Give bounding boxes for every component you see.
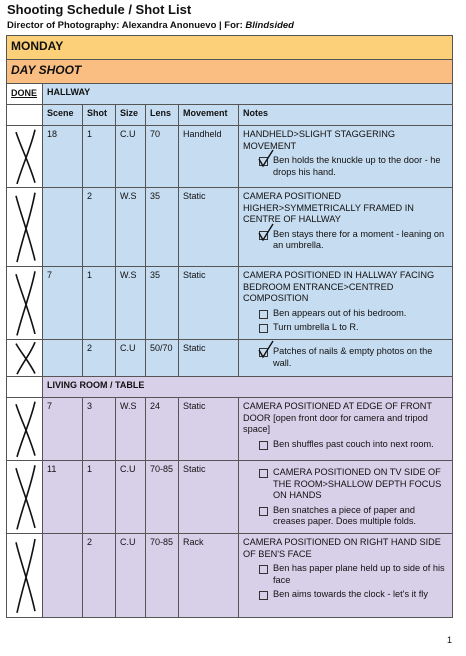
notes-cell (239, 398, 453, 461)
done-cell (7, 534, 43, 618)
lens-cell: 50/70 (146, 340, 179, 377)
movement-cell: Static (179, 340, 239, 377)
lens-cell: 35 (146, 188, 179, 267)
shot-note-item (243, 439, 448, 451)
shot-cell: 2 (83, 340, 116, 377)
shot-note-text: Ben has paper plane held up to side of his face (273, 563, 445, 585)
header-movement: Movement (179, 105, 239, 126)
shot-row (7, 188, 453, 267)
scene-cell: 7 (43, 398, 83, 461)
header-shot: Shot (83, 105, 116, 126)
header-blank (7, 105, 43, 126)
shot-note-text: Ben snatches a piece of paper and creases paper. Does multiple folds. (273, 504, 416, 526)
notes-cell (239, 461, 453, 534)
document-title: Shooting Schedule / Shot List (7, 2, 192, 17)
size-cell: C.U (116, 126, 146, 188)
shot-note-text: Ben stays there for a moment - leaning on an umbrella. (273, 228, 445, 250)
checked-checkbox[interactable] (259, 348, 268, 357)
checkbox[interactable] (259, 310, 268, 319)
section-row-hallway (7, 84, 453, 105)
section-label-living-room: LIVING ROOM / TABLE (43, 377, 453, 398)
header-notes: Notes (239, 105, 453, 126)
shot-row (7, 534, 453, 618)
done-cell (7, 188, 43, 267)
camera-note: CAMERA POSITIONED HIGHER>SYMMETRICALLY FRAMED IN CENTRE OF HALLWAY (243, 191, 414, 224)
scene-cell (43, 534, 83, 618)
checkbox[interactable] (259, 441, 268, 450)
lens-cell: 24 (146, 398, 179, 461)
size-cell: W.S (116, 267, 146, 340)
shot-cell: 2 (83, 188, 116, 267)
shot-cell: 1 (83, 461, 116, 534)
checkbox[interactable] (259, 565, 268, 574)
size-cell: W.S (116, 398, 146, 461)
day-label: MONDAY (7, 36, 453, 60)
scene-cell (43, 188, 83, 267)
size-cell: C.U (116, 534, 146, 618)
hand-tick-icon (258, 223, 274, 241)
living-room-rows (7, 398, 453, 618)
notes-cell (239, 126, 453, 188)
movement-cell: Static (179, 267, 239, 340)
project-name: Blindsided (245, 20, 294, 31)
shot-note-item (243, 308, 448, 320)
section-row-living-room (7, 377, 453, 398)
scene-cell: 7 (43, 267, 83, 340)
shoot-label: DAY SHOOT (7, 60, 453, 84)
size-cell: W.S (116, 188, 146, 267)
done-cross-mark-icon (7, 398, 42, 460)
done-cross-mark-icon (7, 340, 42, 376)
camera-note: CAMERA POSITIONED ON RIGHT HAND SIDE OF BEN'S FACE (243, 537, 441, 559)
shot-row (7, 340, 453, 377)
column-header-row (7, 105, 453, 126)
done-cross-mark-icon (7, 126, 42, 187)
checkbox[interactable] (259, 591, 268, 600)
page-number: 1 (446, 635, 452, 645)
done-cell (7, 267, 43, 340)
camera-note: CAMERA POSITIONED IN HALLWAY FACING BEDROOM ENTRANCE>CENTRED COMPOSITION (243, 270, 435, 303)
lens-cell: 70-85 (146, 534, 179, 618)
done-cross-mark-icon (7, 267, 42, 339)
shot-note-item (243, 155, 448, 178)
checkbox[interactable] (259, 507, 268, 516)
shot-row (7, 461, 453, 534)
section-label-hallway: HALLWAY (43, 84, 453, 105)
shot-note-item (243, 322, 448, 334)
checkbox[interactable] (259, 324, 268, 333)
notes-cell (239, 267, 453, 340)
done-cell (7, 126, 43, 188)
shot-note-text: Turn umbrella L to R. (273, 322, 359, 332)
done-cross-mark-icon (7, 188, 42, 266)
day-row (7, 36, 453, 60)
shot-note-item (243, 346, 448, 369)
camera-note: CAMERA POSITIONED AT EDGE OF FRONT DOOR [open front door for camera and tripod space] (243, 401, 432, 434)
checked-checkbox[interactable] (259, 231, 268, 240)
done-cell (7, 461, 43, 534)
dp-credit: Director of Photography: Alexandra Anonuevo | For: (7, 20, 246, 31)
shot-note-item (243, 589, 448, 601)
movement-cell: Rack (179, 534, 239, 618)
checked-checkbox[interactable] (259, 157, 268, 166)
document-subtitle (7, 20, 294, 31)
movement-cell: Handheld (179, 126, 239, 188)
hand-tick-icon (258, 340, 274, 358)
section-blank (7, 377, 43, 398)
shot-cell: 2 (83, 534, 116, 618)
shoot-row (7, 60, 453, 84)
movement-cell: Static (179, 398, 239, 461)
shot-note-item (243, 563, 448, 586)
header-lens: Lens (146, 105, 179, 126)
shot-note-item (243, 229, 448, 252)
hallway-rows (7, 126, 453, 377)
shot-cell: 1 (83, 126, 116, 188)
checkbox[interactable] (259, 469, 268, 478)
notes-cell (239, 340, 453, 377)
shot-note-text: CAMERA POSITIONED ON TV SIDE OF THE ROOM>SHALLOW DEPTH FOCUS ON HANDS (273, 467, 442, 500)
shot-row (7, 126, 453, 188)
done-cell (7, 340, 43, 377)
shot-row (7, 398, 453, 461)
header-size: Size (116, 105, 146, 126)
shot-note-item (243, 467, 448, 502)
shot-list-table (6, 35, 453, 618)
done-label: DONE (7, 84, 43, 105)
hand-tick-icon (258, 149, 274, 167)
size-cell: C.U (116, 340, 146, 377)
header-scene: Scene (43, 105, 83, 126)
size-cell: C.U (116, 461, 146, 534)
done-cross-mark-icon (7, 461, 42, 533)
shot-note-text: Ben appears out of his bedroom. (273, 307, 407, 318)
scene-cell: 11 (43, 461, 83, 534)
done-cell (7, 398, 43, 461)
lens-cell: 35 (146, 267, 179, 340)
shot-cell: 1 (83, 267, 116, 340)
notes-cell (239, 534, 453, 618)
shot-note-text: Ben shuffles past couch into next room. (273, 438, 434, 449)
done-cross-mark-icon (7, 534, 42, 617)
shot-note-text: Patches of nails & empty photos on the wall. (273, 346, 433, 368)
movement-cell: Static (179, 188, 239, 267)
lens-cell: 70 (146, 126, 179, 188)
shot-row (7, 267, 453, 340)
scene-cell (43, 340, 83, 377)
shot-note-text: Ben holds the knuckle up to the door - he drops his hand. (273, 155, 441, 177)
camera-note: HANDHELD>SLIGHT STAGGERING MOVEMENT (243, 129, 396, 151)
notes-cell (239, 188, 453, 267)
shot-note-text: Ben aims towards the clock - let's it fly (273, 589, 428, 599)
movement-cell: Static (179, 461, 239, 534)
shot-cell: 3 (83, 398, 116, 461)
scene-cell: 18 (43, 126, 83, 188)
shot-note-item (243, 505, 448, 528)
lens-cell: 70-85 (146, 461, 179, 534)
